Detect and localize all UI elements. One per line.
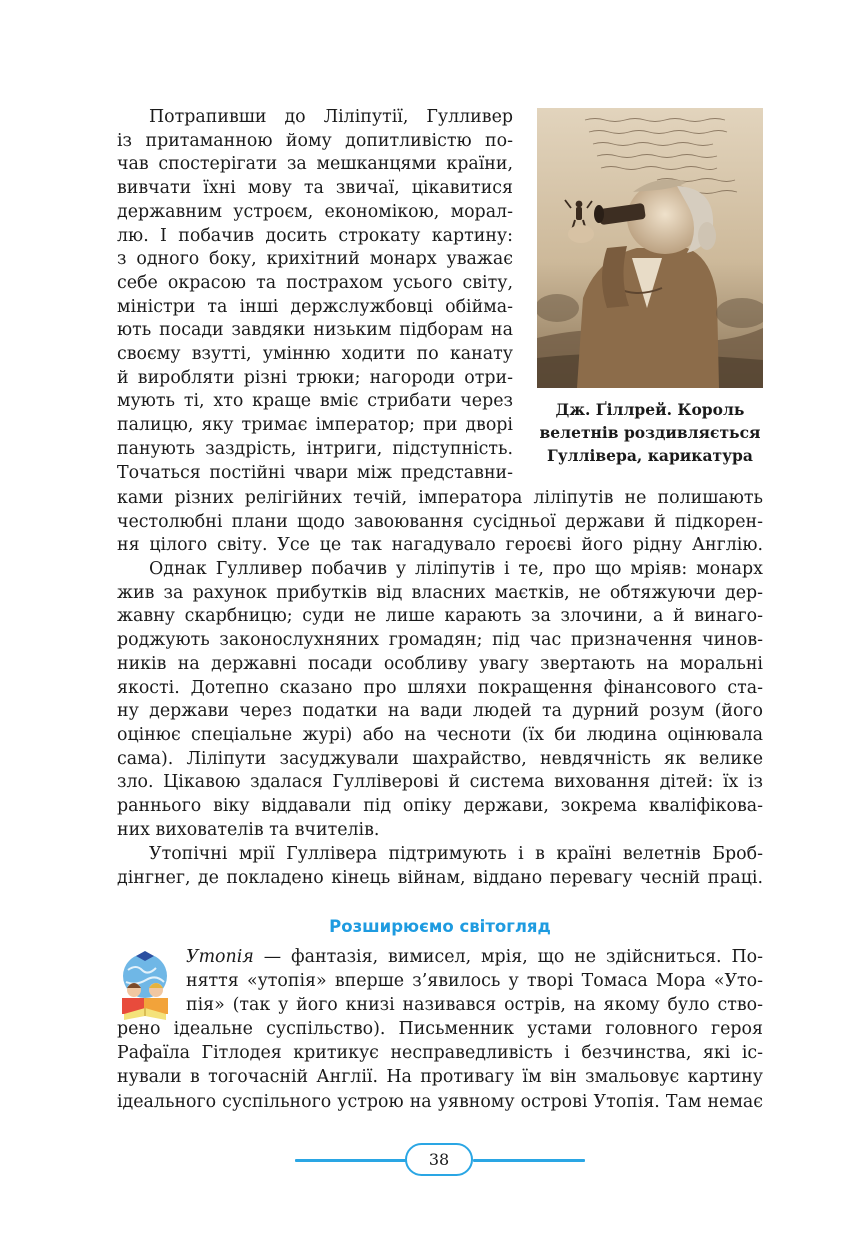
text-line: жавну скарбницю; суди не лише карають за злочини, а й винаго- (117, 606, 763, 627)
text-line: раннього віку віддавали під опіку держави, зокрема кваліфікова- (117, 796, 763, 817)
paragraph-brobdingnag (117, 843, 763, 890)
caption-line: Дж. Ґіллрей. Король (555, 400, 745, 419)
text-line: оцінює спеціальне журі) або на чесноти (їх би людина оцінювала (117, 724, 763, 745)
text-line: панують заздрість, інтриги, підступність. (117, 438, 513, 459)
text-line: палицю, яку тримає імператор; при дворі (117, 415, 513, 436)
caricature-image (537, 108, 763, 388)
text-line: лю. І побачив досить строкату картину: (117, 225, 513, 246)
text-line: з одного боку, крихітний монарх уважає (117, 249, 513, 270)
text-line: роджують законослухняних громадян; під час призначення чинов- (117, 630, 763, 651)
text-line: Однак Гулливер побачив у ліліпутів і те, про що мріяв: монарх (149, 559, 763, 579)
intro-paragraph (117, 106, 513, 485)
caption-line: Гуллівера, карикатура (547, 446, 753, 465)
section-heading: Розширюємо світогляд (329, 917, 551, 936)
figure-caption (537, 398, 763, 467)
text-line: чав спостерігати за мешканцями країни, (117, 154, 513, 175)
text-line: Точаться постійні чвари між представни- (117, 462, 513, 483)
text-line: ками різних релігійних течій, імператора ліліпутів не полишають (117, 488, 763, 508)
page-footer (295, 1143, 585, 1179)
caption-line: велетнів роздивляється (539, 423, 761, 442)
text-line: зло. Цікавою здалася Гулліверові й система виховання дітей: їх із (117, 772, 763, 793)
text-line: Потрапивши до Ліліпутії, Гулливер (149, 107, 513, 127)
text-line: ня цілого світу. Усе це так нагадувало героєві його рідну Англію. (117, 535, 763, 556)
term-utopia: Утопія (186, 947, 254, 967)
text-line: честолюбні плани щодо завоювання сусідньої держави й підкорен- (117, 511, 763, 532)
text-line: із притаманною йому допитливістю по- (117, 130, 513, 151)
text-line (117, 945, 763, 969)
text-line: вивчати їхні мову та звичаї, цікавитися (117, 178, 513, 199)
footer-rule-right (473, 1159, 585, 1162)
text-line: пія» (так у його книзі називався острів, на якому було ство- (186, 995, 763, 1016)
paragraph-utopian-features (117, 558, 763, 842)
text-line: мують ті, хто краще вміє стрибати через (117, 391, 513, 412)
text-line: ють посади завдяки низьким підборам на (117, 320, 513, 341)
footer-rule-left (295, 1159, 407, 1162)
text-line: рено ідеальне суспільство). Письменник устами головного героя (117, 1019, 763, 1040)
text-line: міністри та інші держслужбовці обійма- (117, 296, 513, 317)
intro-continuation (117, 487, 763, 558)
text-line: якості. Дотепно сказано про шляхи покращення фінансового ста- (117, 677, 763, 698)
text-line: ідеального суспільного устрою на уявному острові Утопія. Там немає (117, 1091, 763, 1112)
text-line: ників на державні посади особливу увагу звертають на моральні (117, 653, 763, 674)
text-line: ну держави через податки на вади людей та дурний розум (його (117, 701, 763, 722)
term-definition: — фантазія, вимисел, мрія, що не здійсниться. По- (253, 947, 763, 967)
text-line: дінгнег, де покладено кінець війнам, віддано перевагу чесній праці. (117, 867, 763, 888)
text-line: Утопічні мрії Гулліверa підтримують і в країні велетнів Броб- (149, 844, 763, 864)
text-line: нували в тогочасній Англії. На противагу їм він змальовує картину (117, 1067, 763, 1088)
text-line: жив за рахунок прибутків від власних маєтків, не обтяжуючи дер- (117, 582, 763, 603)
text-line: них вихователів та вчителів. (117, 819, 380, 840)
page-number: 38 (405, 1143, 473, 1176)
text-line: своєму взутті, умінню ходити по канату (117, 344, 513, 365)
text-line: Рафаїла Гітлодея критикує несправедливість і безчинства, які іс- (117, 1043, 763, 1064)
text-line: себе окрасою та пострахом усього світу, (117, 272, 513, 293)
text-line: й виробляти різні трюки; нагороди отри- (117, 367, 513, 388)
text-line: сама). Ліліпути засуджували шахрайство, невдячність як велике (117, 748, 763, 769)
info-box-utopia (117, 945, 763, 1114)
caricature-illustration (537, 108, 763, 388)
text-line: державним устроєм, економікою, морал- (117, 201, 513, 222)
text-line: няття «утопія» вперше з’явилось у творі Томаса Мора «Уто- (186, 971, 763, 992)
